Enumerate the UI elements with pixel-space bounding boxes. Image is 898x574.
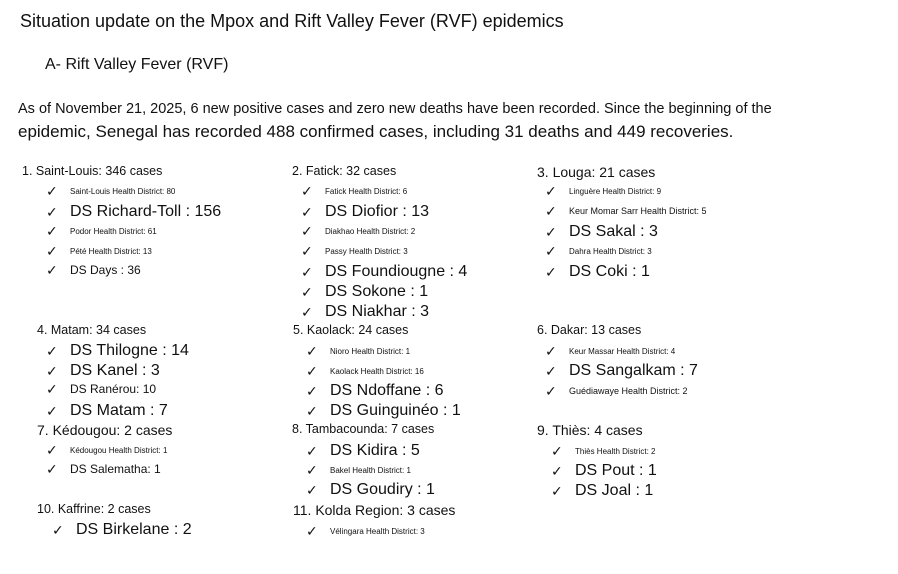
list-item [301,244,408,258]
district-label: DS Thilogne : 14 [70,342,189,359]
list-item [545,344,675,358]
checkmark-icon: ✓ [301,223,313,239]
list-item [545,263,650,281]
list-item [545,223,658,241]
list-item [306,344,410,358]
district-label: DS Ndoffane : 6 [330,382,444,399]
list-item [306,382,444,400]
checkmark-icon: ✓ [545,203,557,219]
checkmark-icon: ✓ [551,443,563,459]
district-label: DS Sokone : 1 [325,283,429,300]
list-item [306,402,461,420]
checkmark-icon: ✓ [306,523,318,539]
list-item [46,443,167,457]
region-thies-title: 9. Thiès: 4 cases [537,422,643,438]
district-label: Pété Health District: 13 [70,246,152,256]
list-item [301,263,467,281]
list-item [46,362,160,380]
list-item [306,481,435,499]
list-item [46,462,161,476]
list-item [545,362,698,380]
district-label: Linguère Health District: 9 [569,186,662,196]
checkmark-icon: ✓ [306,462,318,478]
list-item [46,224,157,238]
region-matam-title: 4. Matam: 34 cases [37,323,147,337]
list-item [46,203,221,221]
checkmark-icon: ✓ [46,204,58,220]
checkmark-icon: ✓ [46,363,58,379]
district-label: Thiès Health District: 2 [575,446,656,456]
checkmark-icon: ✓ [46,461,58,477]
region-kolda-title: 11. Kolda Region: 3 cases [293,502,456,518]
checkmark-icon: ✓ [545,343,557,359]
checkmark-icon: ✓ [545,363,557,379]
region-kaolack-title: 5. Kaolack: 24 cases [293,323,409,337]
region-kaffrine-title: 10. Kaffrine: 2 cases [37,502,151,516]
district-label: Kaolack Health District: 16 [330,366,424,376]
checkmark-icon: ✓ [46,262,58,278]
checkmark-icon: ✓ [545,264,557,280]
district-label: Bakel Health District: 1 [330,465,411,475]
district-label: Guédiawaye Health District: 2 [569,386,688,396]
list-item [306,463,411,477]
list-item [545,184,661,198]
list-item [301,203,429,221]
checkmark-icon: ✓ [545,383,557,399]
checkmark-icon: ✓ [46,183,58,199]
district-label: Fatick Health District: 6 [325,186,408,196]
checkmark-icon: ✓ [301,183,313,199]
region-fatick-title: 2. Fatick: 32 cases [292,164,397,178]
checkmark-icon: ✓ [301,204,313,220]
list-item [301,224,415,238]
district-label: DS Kanel : 3 [70,362,160,379]
district-label: DS Diofior : 13 [325,203,430,220]
region-dakar-title: 6. Dakar: 13 cases [537,323,642,337]
district-label: Nioro Health District: 1 [330,346,411,356]
checkmark-icon: ✓ [52,522,64,538]
district-label: Passy Health District: 3 [325,246,408,256]
list-item [306,442,420,460]
intro-line-1: As of November 21, 2025, 6 new positive cases and zero new deaths have been recorded. Since the beginning of the [18,101,772,117]
district-label: DS Foundiougne : 4 [325,263,468,280]
district-label: DS Joal : 1 [575,482,654,499]
checkmark-icon: ✓ [306,343,318,359]
list-item [301,283,428,301]
region-tambacounda-title: 8. Tambacounda: 7 cases [292,422,435,436]
list-item [301,303,429,321]
list-item [46,263,141,277]
district-label: Keur Momar Sarr Health District: 5 [569,206,707,216]
section-heading: A- Rift Valley Fever (RVF) [45,56,229,73]
checkmark-icon: ✓ [306,482,318,498]
checkmark-icon: ✓ [46,403,58,419]
list-item [545,204,707,218]
district-label: DS Sangalkam : 7 [569,362,698,379]
checkmark-icon: ✓ [46,381,58,397]
list-item [545,384,688,398]
district-label: Vélingara Health District: 3 [330,526,425,536]
district-label: DS Richard-Toll : 156 [70,203,222,220]
district-label: DS Coki : 1 [569,263,650,280]
district-label: Podor Health District: 61 [70,226,157,236]
list-item [46,184,175,198]
checkmark-icon: ✓ [301,264,313,280]
district-label: DS Salematha: 1 [70,462,161,476]
district-label: DS Matam : 7 [70,402,168,419]
checkmark-icon: ✓ [46,442,58,458]
region-louga-title: 3. Louga: 21 cases [537,164,656,180]
checkmark-icon: ✓ [306,363,318,379]
checkmark-icon: ✓ [306,403,318,419]
checkmark-icon: ✓ [551,463,563,479]
list-item [46,402,168,420]
list-item [301,184,407,198]
intro-line-2: epidemic, Senegal has recorded 488 confirmed cases, including 31 deaths and 449 recoveries. [18,122,734,141]
list-item [46,244,152,258]
district-label: Diakhao Health District: 2 [325,226,416,236]
district-label: DS Sakal : 3 [569,223,658,240]
district-label: Dahra Health District: 3 [569,246,652,256]
district-label: DS Days : 36 [70,263,141,277]
district-label: Keur Massar Health District: 4 [569,346,676,356]
checkmark-icon: ✓ [301,243,313,259]
district-label: DS Niakhar : 3 [325,303,430,320]
district-label: Saint-Louis Health District: 80 [70,186,176,196]
region-kedougou-title: 7. Kédougou: 2 cases [37,422,173,438]
checkmark-icon: ✓ [306,443,318,459]
district-label: DS Ranérou: 10 [70,382,157,396]
document-title: Situation update on the Mpox and Rift Valley Fever (RVF) epidemics [20,11,564,31]
checkmark-icon: ✓ [545,243,557,259]
checkmark-icon: ✓ [46,243,58,259]
checkmark-icon: ✓ [301,284,313,300]
district-label: DS Kidira : 5 [330,442,420,459]
list-item [551,444,655,458]
district-label: Kédougou Health District: 1 [70,445,168,455]
list-item [306,524,425,538]
district-label: DS Birkelane : 2 [76,521,192,538]
list-item [46,382,156,396]
list-item [46,342,189,360]
list-item [551,482,653,500]
checkmark-icon: ✓ [306,383,318,399]
checkmark-icon: ✓ [301,304,313,320]
checkmark-icon: ✓ [46,223,58,239]
district-label: DS Pout : 1 [575,462,657,479]
checkmark-icon: ✓ [46,343,58,359]
region-saint-louis-title: 1. Saint-Louis: 346 cases [22,164,163,178]
checkmark-icon: ✓ [551,483,563,499]
list-item [52,521,192,539]
list-item [545,244,652,258]
list-item [551,462,657,480]
list-item [306,364,424,378]
district-label: DS Guinguinéo : 1 [330,402,461,419]
checkmark-icon: ✓ [545,183,557,199]
checkmark-icon: ✓ [545,224,557,240]
district-label: DS Goudiry : 1 [330,481,435,498]
